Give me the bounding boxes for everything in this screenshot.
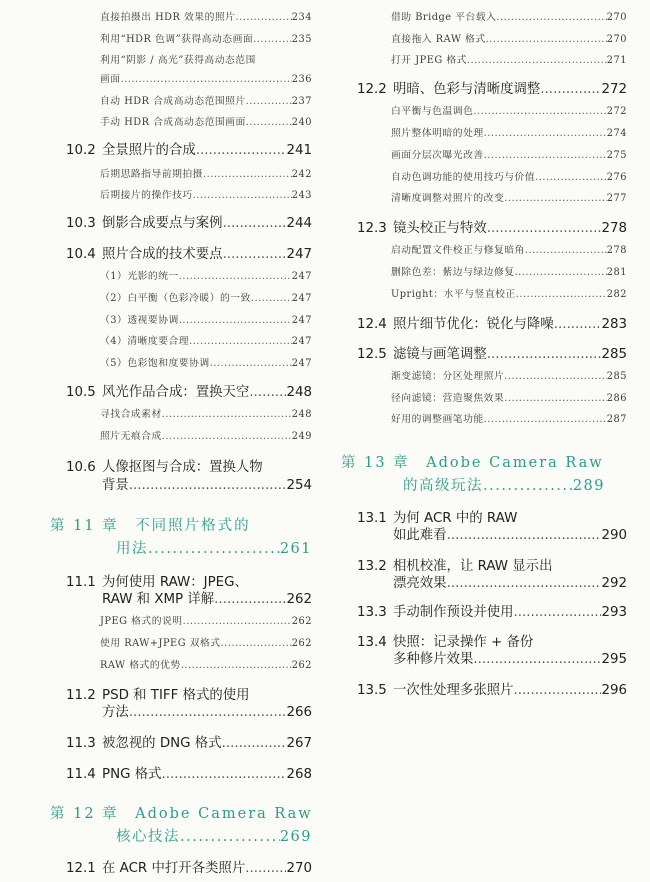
page-number: 244 xyxy=(286,216,312,231)
entry-title: （3）透视要协调 xyxy=(100,315,179,326)
entry-title: 直接拖入 RAW 格式 xyxy=(391,34,486,45)
section-title: 照片细节优化：锐化与降噪 xyxy=(393,317,554,332)
toc-entry[interactable] xyxy=(391,242,627,256)
section-number: 10.2 xyxy=(66,143,96,158)
toc-entry[interactable] xyxy=(100,166,312,180)
toc-entry[interactable] xyxy=(391,31,627,45)
toc-section[interactable] xyxy=(393,572,627,591)
leader-dots xyxy=(253,34,292,45)
toc-section[interactable] xyxy=(357,679,627,698)
page-number: 285 xyxy=(601,347,627,362)
page-number: 286 xyxy=(606,393,627,404)
section-number: 13.4 xyxy=(357,635,387,650)
entry-title: RAW 格式的优势 xyxy=(100,660,181,671)
toc-entry[interactable] xyxy=(391,190,627,204)
section-title: 背景 xyxy=(102,478,129,493)
section-title: 滤镜与画笔调整 xyxy=(393,347,487,362)
toc-entry[interactable] xyxy=(100,114,312,128)
toc-section[interactable] xyxy=(102,701,312,720)
page-number: 241 xyxy=(286,143,312,158)
toc-section-line1[interactable] xyxy=(66,456,312,475)
chapter-heading-line2[interactable] xyxy=(403,474,605,495)
toc-section[interactable] xyxy=(393,648,627,667)
toc-section[interactable] xyxy=(357,217,627,236)
entry-title: 照片整体明暗的处理 xyxy=(391,128,484,139)
toc-entry[interactable] xyxy=(100,93,312,107)
page-number: 277 xyxy=(606,193,627,204)
toc-entry[interactable] xyxy=(100,268,312,282)
leader-dots xyxy=(516,289,607,300)
page-number: 254 xyxy=(286,478,312,493)
section-title: PNG 格式 xyxy=(102,767,162,782)
page-number: 270 xyxy=(606,12,627,23)
page-number: 247 xyxy=(291,271,312,282)
toc-section[interactable] xyxy=(357,78,627,97)
page-number: 272 xyxy=(601,82,627,97)
leader-dots xyxy=(210,358,292,369)
page-number: 296 xyxy=(601,683,627,698)
section-title: 镜头校正与特效 xyxy=(393,221,487,236)
page-number: 289 xyxy=(572,478,605,494)
toc-entry[interactable] xyxy=(391,103,627,117)
page-number: 249 xyxy=(291,431,312,442)
section-title: PSD 和 TIFF 格式的使用 xyxy=(102,688,250,703)
leader-dots xyxy=(129,478,287,493)
entry-title: 打开 JPEG 格式 xyxy=(391,55,467,66)
entry-title: 寻找合成素材 xyxy=(100,409,162,420)
page-number: 248 xyxy=(291,409,312,420)
leader-dots xyxy=(554,317,602,332)
entry-title: 删除色差：紫边与绿边修复 xyxy=(391,267,515,278)
toc-entry[interactable] xyxy=(391,368,627,382)
section-number: 10.5 xyxy=(66,385,96,400)
section-number: 13.2 xyxy=(357,559,387,574)
leader-dots xyxy=(180,829,280,845)
section-title: 多种修片效果 xyxy=(393,652,474,667)
entry-title: 使用 RAW+JPEG 双格式 xyxy=(100,638,221,649)
toc-entry[interactable] xyxy=(391,52,627,66)
entry-title: （2）白平衡（色彩冷暖）的一致 xyxy=(100,293,251,304)
page-number: 236 xyxy=(291,74,312,85)
leader-dots xyxy=(473,652,601,667)
leader-dots xyxy=(504,193,607,204)
toc-entry[interactable] xyxy=(100,290,312,304)
entry-title: 后期接片的操作技巧 xyxy=(100,190,193,201)
page-number: 237 xyxy=(291,96,312,107)
leader-dots xyxy=(223,247,287,262)
leader-dots xyxy=(504,393,607,404)
toc-entry[interactable] xyxy=(391,390,627,404)
toc-section[interactable] xyxy=(357,601,627,620)
section-number: 10.3 xyxy=(66,216,96,231)
section-number: 11.1 xyxy=(66,575,96,590)
section-title: 漂亮效果 xyxy=(393,576,447,591)
page-number: 293 xyxy=(601,605,627,620)
chapter-title: 核心技法 xyxy=(116,829,180,845)
leader-dots xyxy=(249,385,286,400)
page-number: 247 xyxy=(291,315,312,326)
chapter-heading[interactable]: 第 12 章 Adobe Camera Raw xyxy=(50,806,313,822)
toc-entry[interactable] xyxy=(391,169,627,183)
section-title: 方法 xyxy=(102,705,129,720)
chapter-heading-line2[interactable] xyxy=(116,825,312,846)
entry-title: （1）光影的统一 xyxy=(100,271,179,282)
section-number: 11.2 xyxy=(66,688,96,703)
page-number: 262 xyxy=(286,592,312,607)
page-number: 247 xyxy=(291,293,312,304)
toc-entry[interactable] xyxy=(391,9,627,23)
section-number: 13.3 xyxy=(357,605,387,620)
toc-entry[interactable] xyxy=(391,125,627,139)
page-number: 278 xyxy=(606,245,627,256)
leader-dots xyxy=(148,541,280,557)
page-number: 274 xyxy=(606,128,627,139)
toc-entry[interactable] xyxy=(100,406,312,420)
toc-section[interactable] xyxy=(66,212,312,231)
leader-dots xyxy=(447,576,602,591)
toc-entry[interactable] xyxy=(100,657,312,671)
page-number: 281 xyxy=(606,267,627,278)
toc-section[interactable] xyxy=(66,763,312,782)
leader-dots xyxy=(162,431,292,442)
page-number: 268 xyxy=(286,767,312,782)
leader-dots xyxy=(514,605,602,620)
leader-dots xyxy=(486,34,607,45)
section-title: 风光作品合成：置换天空 xyxy=(102,385,250,400)
toc-entry[interactable] xyxy=(391,286,627,300)
leader-dots xyxy=(447,528,602,543)
page-number: 278 xyxy=(601,221,627,236)
leader-dots xyxy=(473,106,606,117)
section-title: 全景照片的合成 xyxy=(102,143,196,158)
toc-section[interactable] xyxy=(102,474,312,493)
leader-dots xyxy=(525,245,607,256)
page-number: 282 xyxy=(606,289,627,300)
page-number: 290 xyxy=(601,528,627,543)
page-number: 276 xyxy=(606,172,627,183)
section-number: 12.1 xyxy=(66,861,96,876)
leader-dots xyxy=(245,861,286,876)
chapter-title: 用法 xyxy=(116,541,148,557)
leader-dots xyxy=(162,409,292,420)
leader-dots xyxy=(484,150,607,161)
toc-section[interactable] xyxy=(66,857,312,876)
leader-dots xyxy=(121,74,292,85)
page-number: 275 xyxy=(606,150,627,161)
section-number: 10.4 xyxy=(66,247,96,262)
entry-title: 照片无痕合成 xyxy=(100,431,162,442)
section-title: 快照：记录操作 + 备份 xyxy=(393,635,534,650)
chapter-heading[interactable]: 第 13 章 Adobe Camera Raw xyxy=(341,455,604,471)
section-title: 为何 ACR 中的 RAW xyxy=(393,511,518,526)
page-number: 285 xyxy=(606,371,627,382)
toc-entry[interactable] xyxy=(391,264,627,278)
leader-dots xyxy=(196,143,287,158)
entry-title: 直接拍摄出 HDR 效果的照片 xyxy=(100,12,236,23)
page-number: 234 xyxy=(291,12,312,23)
entry-title: 画面分层次曝光改善 xyxy=(391,150,484,161)
toc-section[interactable] xyxy=(66,139,312,158)
chapter-title: 的高级玩法 xyxy=(403,478,483,494)
page-number: 247 xyxy=(286,247,312,262)
section-title: 相机校准，让 RAW 显示出 xyxy=(393,559,553,574)
leader-dots xyxy=(183,616,292,627)
toc-entry[interactable] xyxy=(100,635,312,649)
section-number: 10.6 xyxy=(66,460,96,475)
toc-section[interactable] xyxy=(357,313,627,332)
toc-section[interactable] xyxy=(66,243,312,262)
leader-dots xyxy=(496,12,606,23)
toc-section[interactable] xyxy=(393,524,627,543)
section-title: 为何使用 RAW：JPEG、 xyxy=(102,575,248,590)
page-number: 262 xyxy=(291,660,312,671)
page-number: 287 xyxy=(606,414,627,425)
page-number: 270 xyxy=(606,34,627,45)
toc-entry[interactable] xyxy=(100,333,312,347)
page-number: 295 xyxy=(601,652,627,667)
leader-dots xyxy=(514,683,602,698)
section-number: 12.3 xyxy=(357,221,387,236)
section-title: RAW 和 XMP 详解 xyxy=(102,592,215,607)
toc-section[interactable] xyxy=(66,732,312,751)
section-title: 如此难看 xyxy=(393,528,447,543)
toc-section[interactable] xyxy=(102,588,312,607)
entry-title: （4）清晰度要合理 xyxy=(100,336,190,347)
section-title: 人像抠图与合成：置换人物 xyxy=(102,460,263,475)
toc-entry[interactable] xyxy=(100,187,312,201)
section-title: 照片合成的技术要点 xyxy=(102,247,223,262)
section-number: 13.1 xyxy=(357,511,387,526)
toc-entry[interactable] xyxy=(100,9,312,23)
page-number: 271 xyxy=(606,55,627,66)
toc-entry[interactable] xyxy=(100,312,312,326)
leader-dots xyxy=(189,336,292,347)
entry-title: Upright：水平与竖直校正 xyxy=(391,289,516,300)
leader-dots xyxy=(484,414,607,425)
leader-dots xyxy=(221,638,292,649)
page-number: 247 xyxy=(291,358,312,369)
toc-entry[interactable] xyxy=(100,31,312,45)
leader-dots xyxy=(504,371,607,382)
leader-dots xyxy=(246,117,292,128)
entry-title: 自动色调功能的使用技巧与价值 xyxy=(391,172,536,183)
section-number: 13.5 xyxy=(357,683,387,698)
chapter-heading-line2[interactable] xyxy=(116,537,312,558)
entry-title: （5）色彩饱和度要协调 xyxy=(100,358,210,369)
leader-dots xyxy=(484,128,607,139)
leader-dots xyxy=(214,592,286,607)
page-number: 243 xyxy=(291,190,312,201)
toc-entry[interactable] xyxy=(391,147,627,161)
leader-dots xyxy=(246,96,292,107)
leader-dots xyxy=(535,172,607,183)
leader-dots xyxy=(181,660,292,671)
page-number: 248 xyxy=(286,385,312,400)
page-number: 247 xyxy=(291,336,312,347)
section-number: 12.2 xyxy=(357,82,387,97)
toc-section[interactable] xyxy=(66,381,312,400)
leader-dots xyxy=(235,12,291,23)
section-title: 倒影合成要点与案例 xyxy=(102,216,223,231)
toc-entry[interactable] xyxy=(100,428,312,442)
entry-title: 清晰度调整对照片的改变 xyxy=(391,193,505,204)
entry-title: 手动 HDR 合成高动态范围画面 xyxy=(100,117,246,128)
page-number: 262 xyxy=(291,616,312,627)
section-title: 一次性处理多张照片 xyxy=(393,683,514,698)
page-number: 283 xyxy=(601,317,627,332)
leader-dots xyxy=(515,267,607,278)
page-number: 266 xyxy=(286,705,312,720)
chapter-heading[interactable]: 第 11 章 不同照片格式的 xyxy=(50,518,251,534)
entry-title: JPEG 格式的说明 xyxy=(100,616,183,627)
section-title: 被忽视的 DNG 格式 xyxy=(102,736,222,751)
entry-title: 后期思路指导前期拍摄 xyxy=(100,169,203,180)
section-title: 在 ACR 中打开各类照片 xyxy=(102,861,246,876)
entry-title: 好用的调整画笔功能 xyxy=(391,414,484,425)
leader-dots xyxy=(179,315,292,326)
entry-title: 启动配置文件校正与修复暗角 xyxy=(391,245,525,256)
page-number: 262 xyxy=(291,638,312,649)
leader-dots xyxy=(179,271,292,282)
leader-dots xyxy=(162,767,287,782)
entry-title: 利用“HDR 色调”获得高动态画面 xyxy=(100,34,254,45)
toc-entry[interactable] xyxy=(100,355,312,369)
page-number: 269 xyxy=(279,829,312,845)
leader-dots xyxy=(193,190,292,201)
toc-entry[interactable] xyxy=(100,613,312,627)
page-number: 272 xyxy=(606,106,627,117)
page-number: 292 xyxy=(601,576,627,591)
leader-dots xyxy=(222,736,287,751)
entry-title: 画面 xyxy=(100,74,121,85)
section-title: 明暗、色彩与清晰度调整 xyxy=(393,82,541,97)
toc-entry[interactable] xyxy=(391,411,627,425)
leader-dots xyxy=(203,169,292,180)
leader-dots xyxy=(251,293,292,304)
section-title: 手动制作预设并使用 xyxy=(393,605,514,620)
page-number: 261 xyxy=(279,541,312,557)
section-number: 12.5 xyxy=(357,347,387,362)
leader-dots xyxy=(487,347,602,362)
leader-dots xyxy=(467,55,607,66)
leader-dots xyxy=(487,221,602,236)
entry-title: 白平衡与色温调色 xyxy=(391,106,474,117)
entry-title: 渐变滤镜：分区处理照片 xyxy=(391,371,505,382)
page-number: 235 xyxy=(291,34,312,45)
entry-title: 径向滤镜：营造聚焦效果 xyxy=(391,393,505,404)
page-number: 242 xyxy=(291,169,312,180)
page-number: 240 xyxy=(291,117,312,128)
toc-section[interactable] xyxy=(357,343,627,362)
leader-dots xyxy=(129,705,287,720)
section-number: 12.4 xyxy=(357,317,387,332)
entry-title: 自动 HDR 合成高动态范围照片 xyxy=(100,96,246,107)
section-number: 11.3 xyxy=(66,736,96,751)
page-number: 270 xyxy=(286,861,312,876)
page-number: 267 xyxy=(286,736,312,751)
entry-title-line1[interactable]: 利用“阴影 / 高光”获得高动态范围 xyxy=(100,55,256,66)
leader-dots xyxy=(483,478,573,494)
toc-entry[interactable] xyxy=(100,71,312,85)
section-number: 11.4 xyxy=(66,767,96,782)
leader-dots xyxy=(540,82,601,97)
entry-title: 借助 Bridge 平台载入 xyxy=(391,12,497,23)
leader-dots xyxy=(223,216,287,231)
